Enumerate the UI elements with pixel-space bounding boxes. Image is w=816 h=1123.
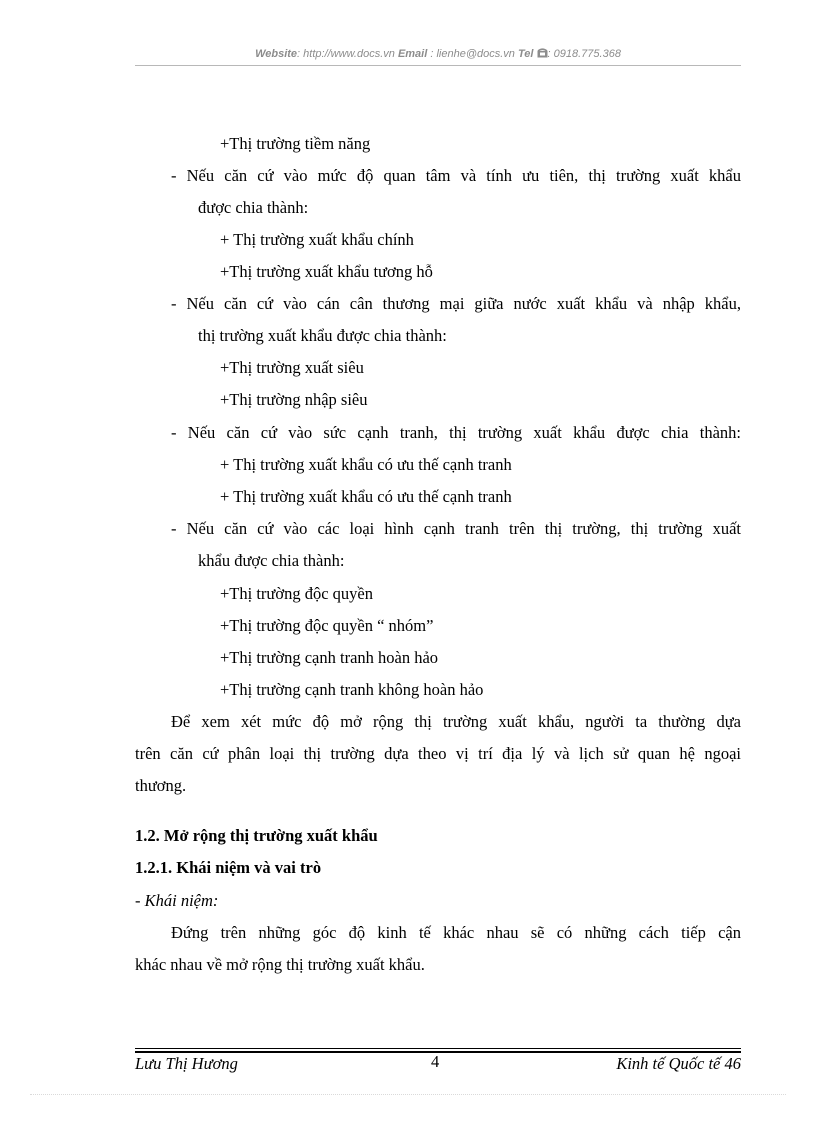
email-value: : lienhe@docs.vn <box>430 48 515 60</box>
tel-value: : 0918.775.368 <box>547 48 621 60</box>
paragraph-line: Để xem xét mức độ mở rộng thị trường xuất khẩu, người ta thường dựa <box>171 712 741 731</box>
list-item: +Thị trường nhập siêu <box>220 390 368 409</box>
paragraph-line: thương. <box>135 776 187 795</box>
section-heading: 1.2. Mở rộng thị trường xuất khẩu <box>135 826 378 845</box>
list-item: + Thị trường xuất khẩu chính <box>220 230 414 249</box>
list-item: - Nếu căn cứ vào các loại hình cạnh tranh trên thị trường, thị trường xuất <box>171 519 741 538</box>
list-item: + Thị trường xuất khẩu có ưu thế cạnh tranh <box>220 455 512 474</box>
website-label: Website <box>255 48 298 60</box>
tel-label: Tel <box>517 48 534 60</box>
paragraph-line: Đứng trên những góc độ kinh tế khác nhau sẽ có những cách tiếp cận <box>171 923 741 942</box>
list-item-continuation: được chia thành: <box>198 198 309 217</box>
list-item: + Thị trường xuất khẩu có ưu thế cạnh tranh <box>220 487 512 506</box>
list-item: - Nếu căn cứ vào sức cạnh tranh, thị trường xuất khẩu được chia thành: <box>171 423 741 442</box>
subsection-heading: 1.2.1. Khái niệm và vai trò <box>135 858 322 877</box>
phone-icon <box>537 48 548 61</box>
footer-rule <box>135 1048 741 1049</box>
list-item: - Nếu căn cứ vào cán cân thương mại giữa nước xuất khẩu và nhập khẩu, <box>171 294 741 313</box>
header-rule <box>135 65 741 66</box>
list-item: +Thị trường xuất khẩu tương hỗ <box>220 262 433 281</box>
page-header <box>135 48 741 61</box>
footer-author: Lưu Thị Hương <box>135 1054 238 1073</box>
list-item: +Thị trường độc quyền “ nhóm” <box>220 616 434 635</box>
footer-course: Kinh tế Quốc tế 46 <box>616 1054 741 1073</box>
list-item: +Thị trường độc quyền <box>220 584 373 603</box>
email-label: Email <box>397 48 428 60</box>
list-item-continuation: khẩu được chia thành: <box>198 551 345 570</box>
list-item-continuation: thị trường xuất khẩu được chia thành: <box>198 326 447 345</box>
list-item: +Thị trường tiềm năng <box>220 134 371 153</box>
paragraph-line: trên căn cứ phân loại thị trường dựa theo vị trí địa lý và lịch sử quan hệ ngoại <box>135 744 741 763</box>
page-bottom-divider <box>30 1094 786 1095</box>
paragraph-line: khác nhau về mở rộng thị trường xuất khẩu. <box>135 955 425 974</box>
definition-label: - Khái niệm: <box>135 891 219 910</box>
list-item: +Thị trường cạnh tranh hoàn hảo <box>220 648 439 667</box>
list-item: +Thị trường xuất siêu <box>220 358 364 377</box>
website-value: : http://www.docs.vn <box>297 48 395 60</box>
list-item: - Nếu căn cứ vào mức độ quan tâm và tính ưu tiên, thị trường xuất khẩu <box>171 166 741 185</box>
page-number: 4 <box>431 1052 440 1071</box>
list-item: +Thị trường cạnh tranh không hoàn hảo <box>220 680 484 699</box>
